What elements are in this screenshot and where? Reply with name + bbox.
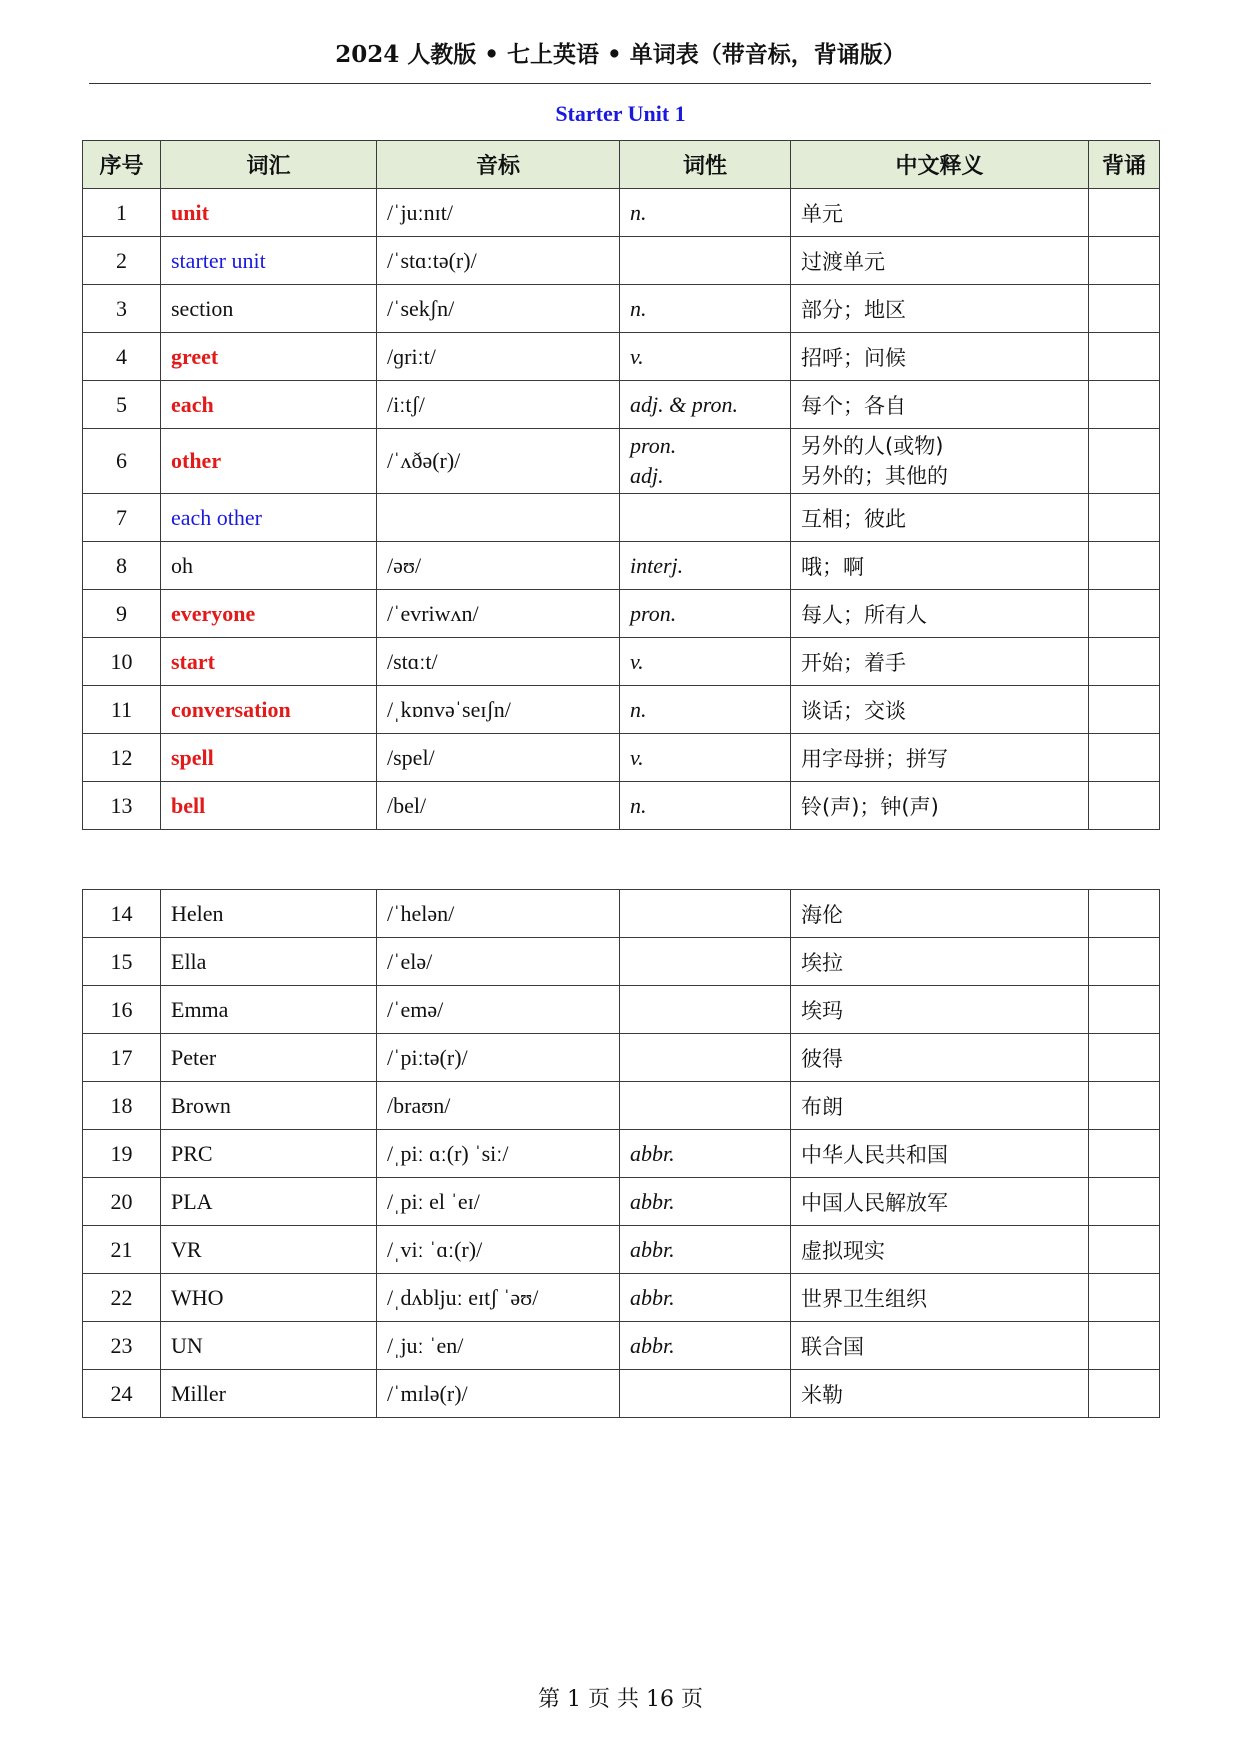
row-number: 2: [83, 237, 161, 285]
vocab-word: [161, 1034, 377, 1082]
chinese-meaning: [791, 237, 1089, 285]
phonetic: /ˈsekʃn/: [377, 285, 620, 333]
col-header-phonetic: 音标: [377, 141, 620, 189]
vocab-word: [161, 590, 377, 638]
vocab-word-text: Miller: [171, 1380, 226, 1406]
vocab-word-text: Peter: [171, 1044, 217, 1070]
part-of-speech: [620, 782, 791, 830]
part-of-speech: [620, 542, 791, 590]
row-number: 5: [83, 381, 161, 429]
phonetic: /ˌpiː ɑː(r) ˈsiː/: [377, 1130, 620, 1178]
vocab-word: [161, 782, 377, 830]
vocab-word: [161, 1082, 377, 1130]
part-of-speech: [620, 189, 791, 237]
recite-checkbox-cell: [1089, 1178, 1160, 1226]
meaning-text: 米勒: [801, 1382, 843, 1407]
table-row: [83, 494, 1160, 542]
row-number: 22: [83, 1274, 161, 1322]
pos-text: pron.: [630, 433, 677, 458]
chinese-meaning: [791, 189, 1089, 237]
vocab-word-text: oh: [171, 552, 193, 578]
table-row: [83, 938, 1160, 986]
part-of-speech: [620, 1082, 791, 1130]
meaning-text: 每个；各自: [801, 393, 906, 418]
recite-checkbox-cell: [1089, 686, 1160, 734]
vocab-word-text: PLA: [171, 1188, 213, 1214]
vocab-table-names: [82, 889, 1160, 1418]
recite-checkbox-cell: [1089, 938, 1160, 986]
phonetic: /ˈjuːnɪt/: [377, 189, 620, 237]
table-row: [83, 381, 1160, 429]
part-of-speech: [620, 237, 791, 285]
row-number: 15: [83, 938, 161, 986]
pos-text: n.: [630, 199, 647, 225]
vocab-word-text: conversation: [171, 696, 291, 722]
row-number: 16: [83, 986, 161, 1034]
table-row: [83, 1370, 1160, 1418]
meaning-text: 开始；着手: [801, 650, 906, 675]
phonetic: /ˌkɒnvəˈseɪʃn/: [377, 686, 620, 734]
vocab-word: [161, 333, 377, 381]
meaning-text: 虚拟现实: [801, 1238, 885, 1263]
vocab-word: [161, 1226, 377, 1274]
meaning-text: 海伦: [801, 902, 843, 927]
col-header-recite: 背诵: [1089, 141, 1160, 189]
part-of-speech: [620, 638, 791, 686]
phonetic: /bel/: [377, 782, 620, 830]
row-number: 11: [83, 686, 161, 734]
table-row: [83, 638, 1160, 686]
phonetic: /ɡriːt/: [377, 333, 620, 381]
phonetic: /ˌviː ˈɑː(r)/: [377, 1226, 620, 1274]
vocab-word: [161, 237, 377, 285]
recite-checkbox-cell: [1089, 590, 1160, 638]
recite-checkbox-cell: [1089, 890, 1160, 938]
vocab-word-text: VR: [171, 1236, 202, 1262]
chinese-meaning: [791, 1082, 1089, 1130]
meaning-text: 中华人民共和国: [801, 1142, 948, 1167]
meaning-text: 埃拉: [801, 950, 843, 975]
table-row: [83, 1082, 1160, 1130]
phonetic: /ˌjuː ˈen/: [377, 1322, 620, 1370]
chinese-meaning: [791, 890, 1089, 938]
pos-text: abbr.: [630, 1332, 675, 1358]
part-of-speech: [620, 686, 791, 734]
phonetic: /ˌdʌbljuː eɪtʃ ˈəʊ/: [377, 1274, 620, 1322]
recite-checkbox-cell: [1089, 1130, 1160, 1178]
vocab-word-text: PRC: [171, 1140, 213, 1166]
row-number: 1: [83, 189, 161, 237]
pos-text: v.: [630, 744, 644, 770]
vocab-word-text: spell: [171, 744, 214, 770]
pos-text: n.: [630, 295, 647, 321]
row-number: 17: [83, 1034, 161, 1082]
meaning-text: 互相；彼此: [801, 506, 906, 531]
phonetic: /iːtʃ/: [377, 381, 620, 429]
row-number: 12: [83, 734, 161, 782]
phonetic: /ˈʌðə(r)/: [377, 429, 620, 494]
chinese-meaning: [791, 734, 1089, 782]
chinese-meaning: [791, 494, 1089, 542]
chinese-meaning: [791, 1178, 1089, 1226]
vocab-word: [161, 986, 377, 1034]
part-of-speech: [620, 1322, 791, 1370]
vocab-word: [161, 429, 377, 494]
meaning-text: 另外的人(或物): [801, 434, 944, 458]
meaning-text: 部分；地区: [801, 297, 906, 322]
part-of-speech: [620, 938, 791, 986]
pos-text: interj.: [630, 552, 684, 578]
recite-checkbox-cell: [1089, 189, 1160, 237]
vocab-word: [161, 686, 377, 734]
meaning-text: 过渡单元: [801, 249, 885, 274]
table-row: [83, 237, 1160, 285]
recite-checkbox-cell: [1089, 1370, 1160, 1418]
chinese-meaning: [791, 638, 1089, 686]
vocab-word-text: Ella: [171, 948, 207, 974]
recite-checkbox-cell: [1089, 986, 1160, 1034]
row-number: 19: [83, 1130, 161, 1178]
pos-text: n.: [630, 792, 647, 818]
row-number: 3: [83, 285, 161, 333]
vocab-word-text: bell: [171, 792, 206, 818]
part-of-speech: [620, 381, 791, 429]
recite-checkbox-cell: [1089, 638, 1160, 686]
vocab-word-text: Brown: [171, 1092, 231, 1118]
phonetic: /stɑːt/: [377, 638, 620, 686]
document-title: 2024 人教版 • 七上英语 • 单词表（带音标，背诵版）: [335, 41, 906, 68]
vocab-word: [161, 542, 377, 590]
section-title: Starter Unit 1: [555, 101, 686, 126]
table-row: [83, 429, 1160, 494]
meaning-text: 单元: [801, 201, 843, 226]
row-number: 8: [83, 542, 161, 590]
table-row: [83, 1034, 1160, 1082]
table-row: [83, 1226, 1160, 1274]
vocab-word-text: each other: [171, 504, 262, 530]
pos-text: abbr.: [630, 1236, 675, 1262]
recite-checkbox-cell: [1089, 1082, 1160, 1130]
phonetic: /ˈstɑːtə(r)/: [377, 237, 620, 285]
table-row: [83, 333, 1160, 381]
vocab-word: [161, 1274, 377, 1322]
row-number: 10: [83, 638, 161, 686]
part-of-speech: [620, 1226, 791, 1274]
phonetic: /ˈevriwʌn/: [377, 590, 620, 638]
part-of-speech: [620, 1130, 791, 1178]
vocab-table-main: [82, 140, 1160, 830]
vocab-word: [161, 381, 377, 429]
meaning-text-2: 另外的；其他的: [801, 464, 948, 488]
table-row: [83, 1130, 1160, 1178]
part-of-speech: [620, 494, 791, 542]
recite-checkbox-cell: [1089, 1034, 1160, 1082]
vocab-word-text: starter unit: [171, 247, 266, 273]
part-of-speech: [620, 1370, 791, 1418]
row-number: 13: [83, 782, 161, 830]
part-of-speech: [620, 734, 791, 782]
chinese-meaning: [791, 1274, 1089, 1322]
col-header-num: 序号: [83, 141, 161, 189]
table-row: [83, 590, 1160, 638]
recite-checkbox-cell: [1089, 1226, 1160, 1274]
chinese-meaning: [791, 1370, 1089, 1418]
recite-checkbox-cell: [1089, 333, 1160, 381]
vocab-word-text: start: [171, 648, 215, 674]
pos-text: abbr.: [630, 1188, 675, 1214]
row-number: 23: [83, 1322, 161, 1370]
vocab-word-text: WHO: [171, 1284, 224, 1310]
table-header-row: [83, 141, 1160, 189]
phonetic: /ˌpiː el ˈeɪ/: [377, 1178, 620, 1226]
row-number: 24: [83, 1370, 161, 1418]
vocab-word-text: greet: [171, 343, 219, 369]
phonetic: /ˈpiːtə(r)/: [377, 1034, 620, 1082]
page-footer: 第 1 页 共 16 页: [538, 1687, 703, 1712]
chinese-meaning: [791, 542, 1089, 590]
row-number: 14: [83, 890, 161, 938]
phonetic: /braʊn/: [377, 1082, 620, 1130]
vocab-word: [161, 189, 377, 237]
col-header-meaning: 中文释义: [791, 141, 1089, 189]
recite-checkbox-cell: [1089, 381, 1160, 429]
vocab-word: [161, 494, 377, 542]
table-row: [83, 189, 1160, 237]
meaning-text: 世界卫生组织: [801, 1286, 927, 1311]
vocab-word: [161, 285, 377, 333]
meaning-text: 埃玛: [801, 998, 843, 1023]
pos-text: v.: [630, 648, 644, 674]
recite-checkbox-cell: [1089, 734, 1160, 782]
recite-checkbox-cell: [1089, 1322, 1160, 1370]
chinese-meaning: [791, 782, 1089, 830]
chinese-meaning: [791, 938, 1089, 986]
part-of-speech: [620, 1034, 791, 1082]
pos-text: n.: [630, 696, 647, 722]
chinese-meaning: [791, 429, 1089, 494]
part-of-speech: [620, 890, 791, 938]
recite-checkbox-cell: [1089, 237, 1160, 285]
table-row: [83, 1178, 1160, 1226]
row-number: 20: [83, 1178, 161, 1226]
chinese-meaning: [791, 686, 1089, 734]
part-of-speech: [620, 429, 791, 494]
row-number: 6: [83, 429, 161, 494]
part-of-speech: [620, 1274, 791, 1322]
recite-checkbox-cell: [1089, 429, 1160, 494]
meaning-text: 彼得: [801, 1046, 843, 1071]
pos-text: v.: [630, 343, 644, 369]
recite-checkbox-cell: [1089, 494, 1160, 542]
vocab-word: [161, 1322, 377, 1370]
vocab-word-text: Emma: [171, 996, 229, 1022]
phonetic: /ˈhelən/: [377, 890, 620, 938]
meaning-text: 招呼；问候: [801, 345, 906, 370]
chinese-meaning: [791, 986, 1089, 1034]
table-row: [83, 1322, 1160, 1370]
vocab-word: [161, 1370, 377, 1418]
phonetic: /əʊ/: [377, 542, 620, 590]
row-number: 21: [83, 1226, 161, 1274]
vocab-word-text: Helen: [171, 900, 224, 926]
table-row: [83, 986, 1160, 1034]
phonetic: /ˈelə/: [377, 938, 620, 986]
meaning-text: 中国人民解放军: [801, 1190, 948, 1215]
pos-text: adj. & pron.: [630, 391, 738, 417]
chinese-meaning: [791, 1322, 1089, 1370]
row-number: 4: [83, 333, 161, 381]
col-header-pos: 词性: [620, 141, 791, 189]
phonetic: /ˈmɪlə(r)/: [377, 1370, 620, 1418]
row-number: 7: [83, 494, 161, 542]
recite-checkbox-cell: [1089, 1274, 1160, 1322]
phonetic: /ˈemə/: [377, 986, 620, 1034]
chinese-meaning: [791, 590, 1089, 638]
vocab-word-text: UN: [171, 1332, 203, 1358]
meaning-text: 铃(声)；钟(声): [801, 794, 939, 819]
recite-checkbox-cell: [1089, 542, 1160, 590]
pos-text: pron.: [630, 600, 677, 626]
vocab-word: [161, 1130, 377, 1178]
vocab-word-text: each: [171, 391, 214, 417]
part-of-speech: [620, 986, 791, 1034]
chinese-meaning: [791, 333, 1089, 381]
vocab-word: [161, 890, 377, 938]
part-of-speech: [620, 1178, 791, 1226]
table-row: [83, 1274, 1160, 1322]
table-row: [83, 782, 1160, 830]
vocab-word: [161, 638, 377, 686]
vocab-word-text: section: [171, 295, 234, 321]
chinese-meaning: [791, 381, 1089, 429]
chinese-meaning: [791, 285, 1089, 333]
table-row: [83, 686, 1160, 734]
meaning-text: 联合国: [801, 1334, 864, 1359]
meaning-text: 布朗: [801, 1094, 843, 1119]
row-number: 18: [83, 1082, 161, 1130]
row-number: 9: [83, 590, 161, 638]
vocab-word-text: other: [171, 448, 222, 473]
table-row: [83, 890, 1160, 938]
phonetic: [377, 494, 620, 542]
header-divider: [89, 83, 1151, 84]
table-row: [83, 734, 1160, 782]
pos-text: abbr.: [630, 1284, 675, 1310]
chinese-meaning: [791, 1130, 1089, 1178]
meaning-text: 用字母拼；拼写: [801, 746, 948, 771]
pos-text: abbr.: [630, 1140, 675, 1166]
vocab-word: [161, 1178, 377, 1226]
chinese-meaning: [791, 1034, 1089, 1082]
meaning-text: 哦；啊: [801, 554, 864, 579]
meaning-text: 每人；所有人: [801, 602, 927, 627]
vocab-word: [161, 734, 377, 782]
part-of-speech: [620, 590, 791, 638]
pos-text-2: adj.: [630, 463, 664, 488]
table-row: [83, 542, 1160, 590]
part-of-speech: [620, 285, 791, 333]
vocab-word: [161, 938, 377, 986]
recite-checkbox-cell: [1089, 782, 1160, 830]
meaning-text: 谈话；交谈: [801, 698, 906, 723]
chinese-meaning: [791, 1226, 1089, 1274]
recite-checkbox-cell: [1089, 285, 1160, 333]
vocab-word-text: unit: [171, 199, 209, 225]
phonetic: /spel/: [377, 734, 620, 782]
part-of-speech: [620, 333, 791, 381]
vocab-word-text: everyone: [171, 600, 256, 626]
table-row: [83, 285, 1160, 333]
col-header-word: 词汇: [161, 141, 377, 189]
